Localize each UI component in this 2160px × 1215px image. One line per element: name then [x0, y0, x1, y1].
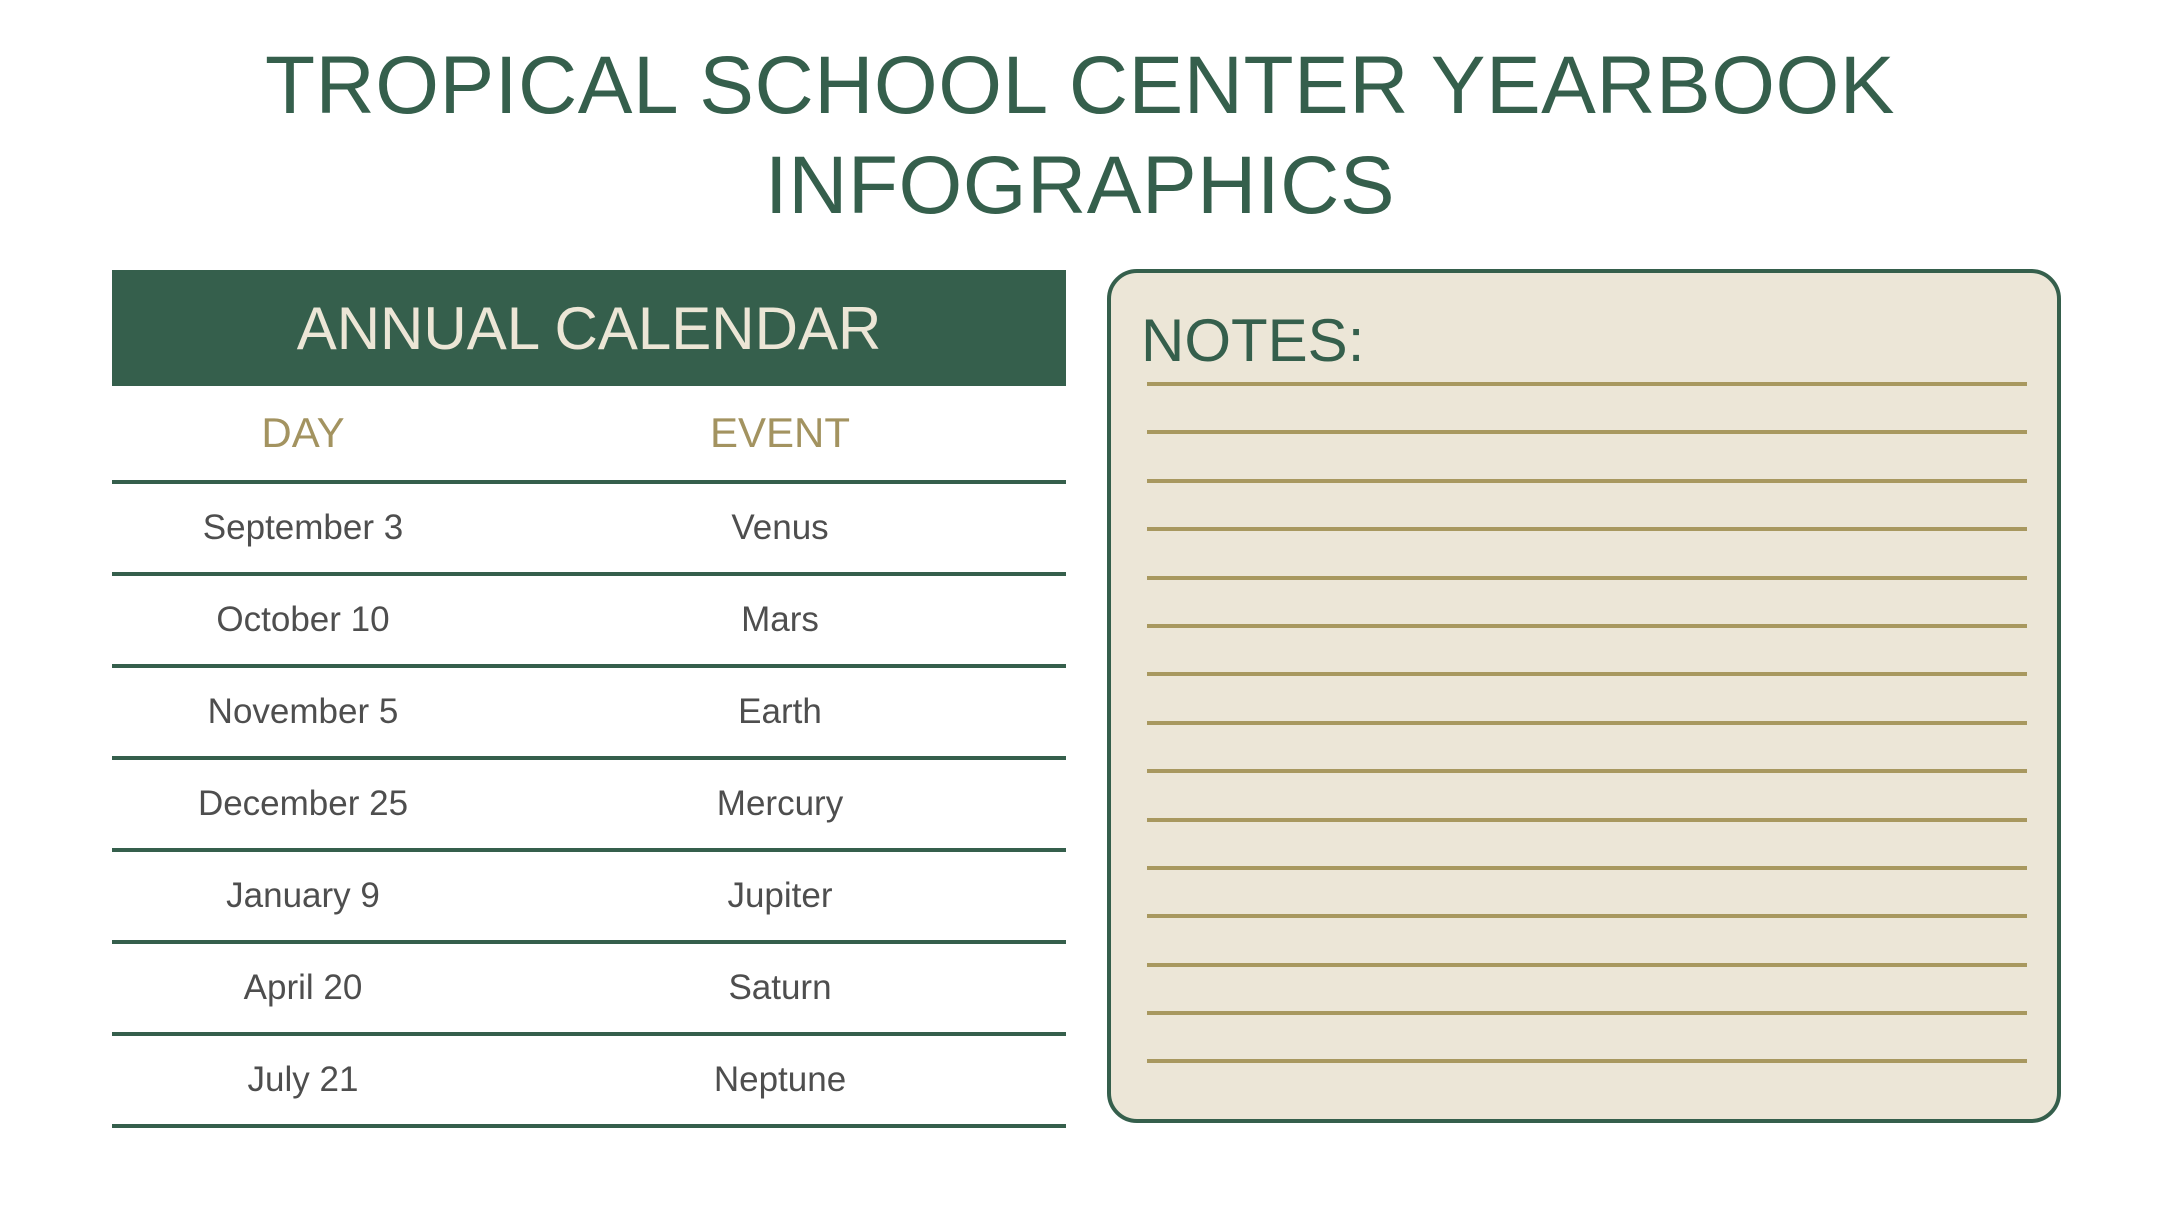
day-cell: December 25: [197, 784, 409, 823]
note-line: [1147, 769, 2027, 773]
note-line: [1147, 479, 2027, 483]
table-row: [112, 852, 1066, 944]
event-cell: Venus: [731, 508, 829, 547]
note-line: [1147, 382, 2027, 386]
day-cell: April 20: [243, 968, 363, 1007]
event-cell: Neptune: [713, 1060, 847, 1099]
note-line: [1147, 914, 2027, 918]
note-line: [1147, 672, 2027, 676]
note-line: [1147, 430, 2027, 434]
day-cell: September 3: [202, 508, 404, 547]
day-cell: July 21: [247, 1060, 359, 1099]
table-row: [112, 576, 1066, 668]
note-line: [1147, 818, 2027, 822]
event-cell: Earth: [738, 692, 822, 731]
day-cell: January 9: [226, 876, 380, 915]
note-line: [1147, 576, 2027, 580]
table-row: [112, 668, 1066, 760]
notes-lines: [1147, 382, 2027, 1108]
note-line: [1147, 527, 2027, 531]
event-cell: Mars: [741, 600, 819, 639]
notes-panel: [1107, 269, 2061, 1123]
day-cell: October 10: [216, 600, 390, 639]
column-header-event: EVENT: [709, 409, 851, 456]
table-header-row: [112, 386, 1066, 484]
page-title-line-1: TROPICAL SCHOOL CENTER YEARBOOK: [264, 40, 1896, 131]
note-line: [1147, 1059, 2027, 1063]
page-title: [0, 36, 2160, 236]
day-cell: November 5: [207, 692, 399, 731]
annual-calendar-table: [112, 270, 1066, 1128]
note-line: [1147, 1011, 2027, 1015]
event-cell: Saturn: [728, 968, 832, 1007]
column-header-day: DAY: [261, 409, 345, 456]
calendar-heading: ANNUAL CALENDAR: [112, 270, 1066, 386]
notes-label: NOTES:: [1141, 307, 1365, 374]
note-line: [1147, 624, 2027, 628]
table-row: [112, 944, 1066, 1036]
page-title-line-2: INFOGRAPHICS: [764, 140, 1396, 231]
event-cell: Jupiter: [727, 876, 833, 915]
table-row: [112, 484, 1066, 576]
table-row: [112, 1036, 1066, 1128]
note-line: [1147, 963, 2027, 967]
note-line: [1147, 721, 2027, 725]
event-cell: Mercury: [716, 784, 844, 823]
table-row: [112, 760, 1066, 852]
note-line: [1147, 866, 2027, 870]
